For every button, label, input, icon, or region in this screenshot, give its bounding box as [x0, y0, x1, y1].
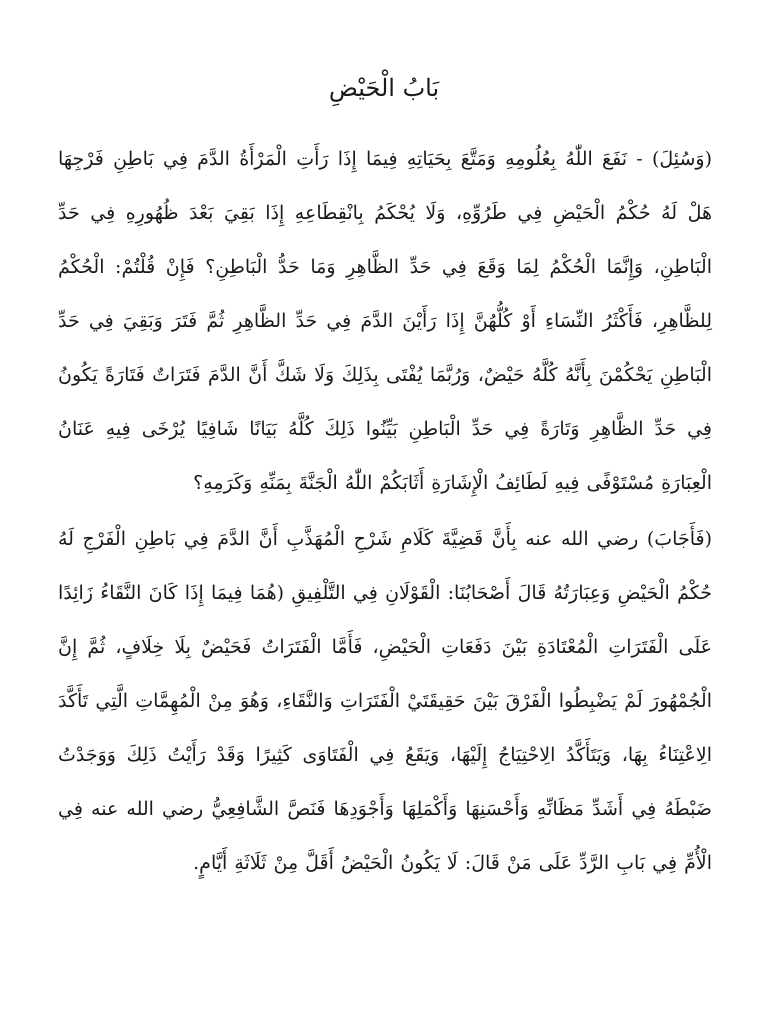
chapter-title: بَابُ الْحَيْضِ — [328, 74, 440, 102]
answer-paragraph: (فَأَجَابَ) رضي الله عنه بِأَنَّ قَضِيَّةَ كَلَامِ شَرْحِ الْمُهَذَّبِ أَنَّ الدَّمَ فِي بَاطِنِ الْفَرْجِ لَهُ حُكْمُ الْحَيْضِ وَعِبَارَتُهُ قَالَ أَصْحَابُنَا: الْقَوْلَانِ فِي التَّلْفِيقِ (هُمَا فِيمَا إِذَا كَانَ النَّقَاءُ زَائِدًا عَلَى الْفَتَرَاتِ الْمُعْتَادَةِ بَيْنَ دَفَعَاتِ الْحَيْضِ، فَأَمَّا الْفَتَرَاتُ فَحَيْضٌ بِلَا خِلَافٍ، ثُمَّ إِنَّ الْجُمْهُورَ لَمْ يَضْبِطُوا الْفَرْقَ بَيْنَ حَقِيقَتَيْ الْفَتَرَاتِ وَالنَّقَاءِ، وَهُوَ مِنْ الْمُهِمَّاتِ الَّتِي تَأَكَّدَ الِاعْتِنَاءُ بِهَا، وَيَتَأَكَّدُ الِاحْتِيَاجُ إِلَيْهَا، وَيَقَعُ فِي الْفَتَاوَى كَثِيرًا وَقَدْ رَأَيْتُ ذَلِكَ وَوَجَدْتُ ضَبْطَهُ فِي أَشَدِّ مَظَانِّهِ وَأَحْسَنِهَا وَأَكْمَلِهَا وَأَجْوَدِهَا فَنَصَّ الشَّافِعِيُّ رضي الله عنه فِي الْأُمِّ فِي بَابِ الرَّدِّ عَلَى مَنْ قَالَ: لَا يَكُونُ الْحَيْضُ أَقَلَّ مِنْ ثَلَاثَةِ أَيَّامٍ. — [58, 528, 712, 874]
question-paragraph: (وَسُئِلَ) - نَفَعَ اللّٰهُ بِعُلُومِهِ وَمَتَّعَ بِحَيَاتِهِ فِيمَا إِذَا رَأَتِ الْمَرْأَةُ الدَّمَ فِي بَاطِنِ فَرْجِهَا هَلْ لَهُ حُكْمُ الْحَيْضِ فِي طَرُوِّهِ، وَلَا يُحْكَمُ بِانْقِطَاعِهِ إِذَا بَقِيَ بَعْدَ ظُهُورِهِ فِي حَدِّ الْبَاطِنِ، وَإِنَّمَا الْحُكْمُ لِمَا وَقَعَ فِي حَدِّ الظَّاهِرِ وَمَا حَدُّ الْبَاطِنِ؟ فَإِنْ قُلْتُمْ: الْحُكْمُ لِلظَّاهِرِ، فَأَكْثَرُ النِّسَاءِ أَوْ كُلُّهُنَّ إِذَا رَأَيْنَ الدَّمَ فِي حَدِّ الظَّاهِرِ ثُمَّ فَتَرَ وَبَقِيَ فِي حَدِّ الْبَاطِنِ يَحْكُمْنَ بِأَنَّهُ كُلَّهُ حَيْضٌ، وَرُبَّمَا يُفْتَى بِذَلِكَ وَلَا شَكَّ أَنَّ الدَّمَ فَتَرَاتٌ فَتَارَةً يَكُونُ فِي حَدِّ الظَّاهِرِ وَتَارَةً فِي حَدِّ الْبَاطِنِ بَيِّنُوا ذَلِكَ كُلَّهُ بَيَانًا شَافِيًا يُرْخَى فِيهِ عَنَانُ الْعِبَارَةِ مُسْتَوْفًى فِيهِ لَطَائِفُ الْإِشَارَةِ أَثَابَكُمْ اللّٰهُ الْجَنَّةَ بِمَنِّهِ وَكَرَمِهِ؟ — [58, 148, 712, 494]
